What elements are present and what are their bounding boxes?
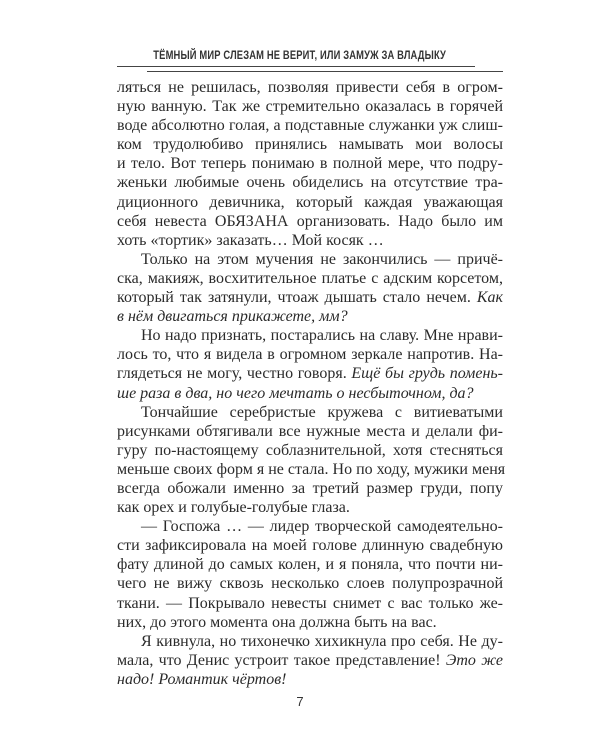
page-body-text bbox=[117, 78, 506, 689]
text-line bbox=[117, 173, 503, 192]
header-rule-top bbox=[117, 66, 475, 67]
text-segment: и тело. Вот теперь понимаю в полной мере, что подру- bbox=[117, 155, 503, 173]
text-segment: воде абсолютно голая, а подставные служанки уж слиш- bbox=[117, 117, 503, 135]
text-segment: Я кивнула, но тихонечко хихикнула про себя. Не ду- bbox=[141, 632, 503, 650]
paragraph bbox=[117, 403, 506, 518]
text-line bbox=[117, 670, 503, 689]
text-segment: ляться не решилась, позволяя привести себя в огром- bbox=[117, 79, 503, 96]
text-segment: сти зафиксировала на моей голове длинную свадебную bbox=[117, 537, 503, 555]
text-line bbox=[117, 651, 503, 670]
text-line bbox=[117, 422, 503, 441]
text-line bbox=[117, 384, 503, 403]
italic-text: в нём двигаться прикажете, мм? bbox=[117, 308, 348, 326]
text-segment: рисунками обтягивали все нужные места и делали фи- bbox=[117, 422, 503, 440]
text-segment: хоть «тортик» заказать… Мой косяк … bbox=[117, 231, 384, 249]
text-segment: который так затянули, чтоаж дышать стало нечем. bbox=[117, 289, 477, 307]
text-segment: себя невеста ОБЯЗАНА организовать. Надо было им bbox=[117, 212, 503, 230]
text-line bbox=[117, 269, 503, 288]
text-line bbox=[117, 326, 503, 345]
text-line bbox=[117, 517, 503, 536]
text-segment: мала, что Денис устроит такое представление! bbox=[117, 651, 446, 669]
text-segment: чего не вижу сквозь несколько слоев полупрозрачной bbox=[117, 575, 503, 593]
paragraph bbox=[117, 632, 503, 689]
text-line bbox=[117, 613, 503, 632]
text-segment: лось то, что я видела в огромном зеркале напротив. На- bbox=[117, 346, 503, 364]
header-rule-bottom bbox=[147, 71, 503, 72]
text-line bbox=[117, 536, 503, 555]
text-segment: ткани. — Покрывало невесты снимет с вас только же- bbox=[117, 594, 503, 612]
text-line bbox=[117, 307, 503, 326]
text-line bbox=[117, 460, 506, 479]
text-line bbox=[117, 250, 503, 269]
text-segment: них, до этого момента она должна быть на вас. bbox=[117, 613, 437, 631]
text-line bbox=[117, 594, 503, 613]
text-line bbox=[117, 193, 503, 212]
text-line bbox=[117, 97, 503, 116]
text-segment: ную ванную. Так же стремительно оказалась в горячей bbox=[117, 98, 503, 116]
text-segment: Только на этом мучения не закончились — причё- bbox=[141, 250, 503, 268]
page-number: 7 bbox=[296, 694, 304, 709]
text-line bbox=[117, 403, 503, 422]
text-line bbox=[117, 288, 503, 307]
text-segment: как орех и голубые-голубые глаза. bbox=[117, 499, 350, 517]
paragraph bbox=[117, 326, 503, 402]
text-line bbox=[117, 212, 503, 231]
text-line bbox=[117, 364, 503, 383]
running-header bbox=[0, 46, 600, 64]
text-line bbox=[117, 574, 503, 593]
text-line bbox=[117, 135, 503, 154]
text-line bbox=[117, 154, 503, 173]
text-segment: глядеться не могу, честно говоря. bbox=[117, 365, 352, 383]
text-line bbox=[117, 231, 503, 250]
paragraph bbox=[117, 517, 503, 632]
italic-text: Это же bbox=[445, 651, 503, 669]
text-segment: Но надо признать, постарались на славу. Мне нрави- bbox=[141, 327, 503, 345]
text-line bbox=[117, 345, 503, 364]
book-title: ТЁМНЫЙ МИР СЛЕЗАМ НЕ ВЕРИТ, ИЛИ ЗАМУЖ ЗА ВЛАДЫКУ bbox=[153, 48, 447, 62]
text-segment: диционного девичника, который каждая уважающая bbox=[117, 193, 503, 211]
text-segment: ска, макияж, восхитительное платье с адским корсетом, bbox=[117, 269, 503, 287]
text-line bbox=[117, 498, 503, 517]
text-segment: меньше своих форм я не стала. Но по ходу, мужики меня bbox=[117, 460, 506, 478]
text-segment: женьки любимые очень обиделись на отсутствие тра- bbox=[117, 174, 503, 192]
text-line bbox=[117, 78, 503, 97]
italic-text: Как bbox=[476, 289, 503, 307]
text-line bbox=[117, 632, 503, 651]
text-line bbox=[117, 555, 503, 574]
paragraph bbox=[117, 78, 503, 250]
text-segment: гуру по-настоящему соблазнительной, хотя стесняться bbox=[117, 441, 503, 459]
italic-text: надо! Романтик чёртов! bbox=[117, 670, 287, 688]
italic-text: Ещё бы грудь помень- bbox=[351, 365, 503, 383]
text-segment: ком трудолюбиво принялись намывать мои волосы bbox=[117, 136, 503, 154]
italic-text: ше раза в два, но чего мечтать о несбыточном, да? bbox=[117, 384, 474, 402]
text-segment: фату длиной до самых колен, и я поняла, что почти ни- bbox=[117, 556, 503, 574]
text-line bbox=[117, 441, 503, 460]
text-segment: — Госпожа … — лидер творческой самодеятельно- bbox=[141, 518, 503, 536]
text-segment: всегда обожали именно за третий размер груди, попу bbox=[117, 479, 503, 497]
text-segment: Тончайшие серебристые кружева с витиеватыми bbox=[141, 403, 503, 421]
text-line bbox=[117, 479, 503, 498]
paragraph bbox=[117, 250, 503, 326]
text-line bbox=[117, 116, 503, 135]
